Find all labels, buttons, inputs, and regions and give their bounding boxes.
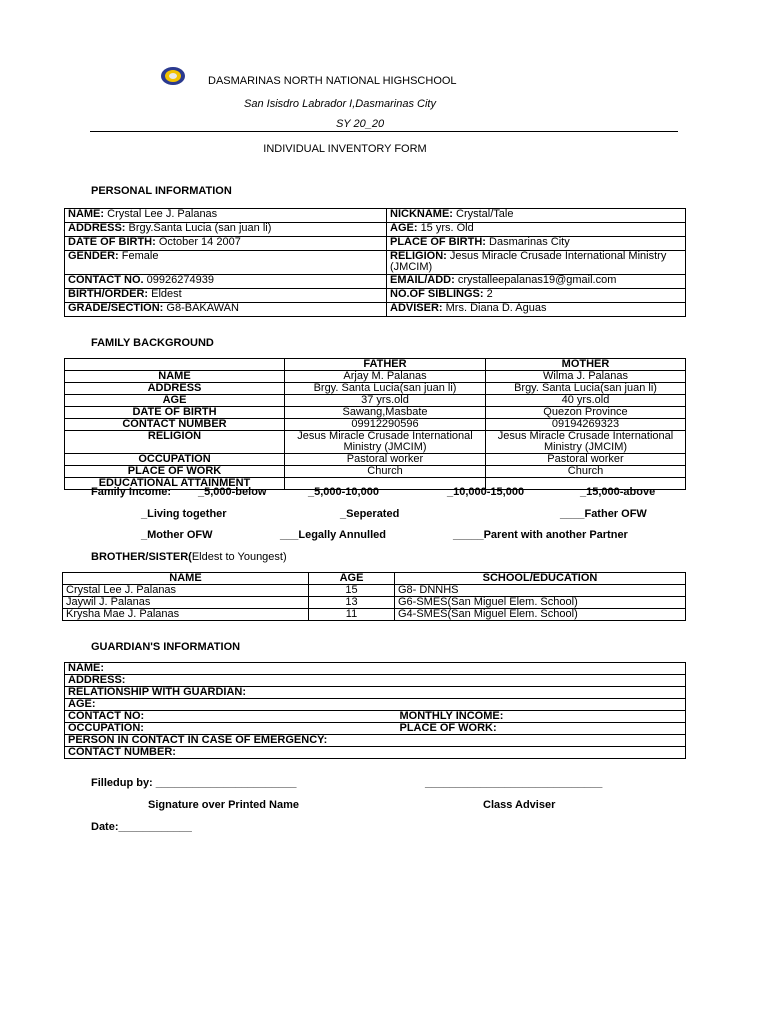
father-cell: 09912290596 [285, 419, 486, 431]
table-row [65, 663, 686, 675]
gender-label: GENDER: [68, 250, 119, 262]
table-row [65, 419, 686, 431]
mother-cell: 40 yrs.old [486, 395, 686, 407]
status-option: _____Parent with another Partner [453, 529, 628, 541]
adviser-signature-line: _____________________________ [425, 777, 603, 789]
income-option: _5,000-below [198, 486, 267, 498]
guardian-contact-label: CONTACT NO: [65, 711, 397, 723]
date-field: Date:____________ [91, 821, 192, 833]
table-row [65, 303, 686, 317]
row-label: AGE [65, 395, 285, 407]
father-cell: Sawang,Masbate [285, 407, 486, 419]
family-table [64, 358, 686, 490]
guardian-address-label: ADDRESS: [65, 675, 686, 687]
guardian-age-label: AGE: [65, 699, 686, 711]
guardian-heading: GUARDIAN'S INFORMATION [91, 641, 241, 653]
sib-school: G4-SMES(San Miguel Elem. School) [395, 609, 686, 621]
table-row [63, 609, 686, 621]
father-col-header: FATHER [285, 359, 486, 371]
row-label: EDUCATIONAL ATTAINMENT [65, 478, 285, 490]
row-label: RELIGION [65, 431, 285, 454]
status-option: _Seperated [340, 508, 400, 520]
sib-col-name: NAME [63, 573, 309, 585]
row-label: ADDRESS [65, 383, 285, 395]
siblings-heading [91, 551, 287, 563]
status-option: ____Father OFW [560, 508, 647, 520]
mother-cell: Pastoral worker [486, 454, 686, 466]
personal-table [64, 208, 686, 317]
table-row [65, 395, 686, 407]
family-heading: FAMILY BACKGROUND [91, 337, 214, 349]
table-row [65, 209, 686, 223]
sib-name: Crystal Lee J. Palanas [63, 585, 309, 597]
table-row [63, 585, 686, 597]
table-row [65, 237, 686, 251]
gender-value: Female [121, 250, 159, 262]
name-label: NAME: [68, 208, 105, 220]
adviser-value: Mrs. Diana D. Aguas [445, 302, 547, 314]
sib-school: G6-SMES(San Miguel Elem. School) [395, 597, 686, 609]
father-cell: Church [285, 466, 486, 478]
father-cell: Arjay M. Palanas [285, 371, 486, 383]
siblings-label: NO.OF SIBLINGS: [390, 288, 484, 300]
row-label: PLACE OF WORK [65, 466, 285, 478]
filled-up-by: Filledup by: _______________________ [91, 777, 297, 789]
school-logo-icon [160, 66, 186, 86]
mother-cell: Brgy. Santa Lucia(san juan li) [486, 383, 686, 395]
table-row [63, 573, 686, 585]
personal-heading: PERSONAL INFORMATION [91, 185, 232, 197]
header-rule [90, 131, 678, 132]
income-option: _10,000-15,000 [447, 486, 525, 498]
father-cell: 37 yrs.old [285, 395, 486, 407]
email-value: crystalleepalanas19@gmail.com [457, 274, 617, 286]
age-value: 15 yrs. Old [420, 222, 474, 234]
grade-label: GRADE/SECTION: [68, 302, 164, 314]
grade-value: G8-BAKAWAN [166, 302, 239, 314]
signature-caption: Signature over Printed Name [148, 799, 299, 811]
table-row [65, 289, 686, 303]
row-label: NAME [65, 371, 285, 383]
table-row [65, 711, 686, 723]
address-value: Brgy.Santa Lucia (san juan li) [128, 222, 272, 234]
siblings-table [62, 572, 686, 621]
guardian-contact-number-label: CONTACT NUMBER: [65, 747, 686, 759]
table-row [65, 466, 686, 478]
table-row [65, 747, 686, 759]
sib-col-school: SCHOOL/EDUCATION [395, 573, 686, 585]
birth-order-value: Eldest [151, 288, 182, 300]
mother-col-header: MOTHER [486, 359, 686, 371]
school-name: DASMARINAS NORTH NATIONAL HIGHSCHOOL [208, 75, 457, 87]
contact-label: CONTACT NO. [68, 274, 144, 286]
siblings-heading-bold: BROTHER/SISTER( [91, 551, 192, 563]
sib-school: G8- DNNHS [395, 585, 686, 597]
table-row [65, 735, 686, 747]
father-cell: Pastoral worker [285, 454, 486, 466]
school-address: San Isisdro Labrador I,Dasmarinas City [244, 98, 436, 110]
income-option: _15,000-above [580, 486, 656, 498]
table-row [65, 723, 686, 735]
address-label: ADDRESS: [68, 222, 126, 234]
table-row [65, 687, 686, 699]
row-label: CONTACT NUMBER [65, 419, 285, 431]
guardian-relationship-label: RELATIONSHIP WITH GUARDIAN: [65, 687, 686, 699]
nickname-value: Crystal/Tale [456, 208, 514, 220]
family-income-label: Family Income: [91, 486, 172, 498]
father-cell: Jesus Miracle Crusade International Ministry (JMCIM) [285, 431, 486, 454]
sib-name: Krysha Mae J. Palanas [63, 609, 309, 621]
guardian-income-label: MONTHLY INCOME: [397, 711, 686, 723]
table-row [65, 407, 686, 419]
religion-value: Jesus Miracle Crusade International Ministry (JMCIM) [390, 250, 667, 273]
siblings-value: 2 [486, 288, 493, 300]
guardian-name-label: NAME: [65, 663, 686, 675]
sib-col-age: AGE [309, 573, 395, 585]
siblings-heading-rest: Eldest to Youngest) [191, 551, 287, 563]
sib-age: 13 [309, 597, 395, 609]
row-label: OCCUPATION [65, 454, 285, 466]
status-option: ___Legally Annulled [280, 529, 386, 541]
status-option: _Mother OFW [141, 529, 213, 541]
class-adviser-caption: Class Adviser [483, 799, 556, 811]
mother-cell: Quezon Province [486, 407, 686, 419]
mother-cell: 09194269323 [486, 419, 686, 431]
nickname-label: NICKNAME: [390, 208, 453, 220]
dob-label: DATE OF BIRTH: [68, 236, 156, 248]
pob-value: Dasmarinas City [489, 236, 570, 248]
mother-cell: Church [486, 466, 686, 478]
table-row [65, 359, 686, 371]
mother-cell: Wilma J. Palanas [486, 371, 686, 383]
dob-value: October 14 2007 [158, 236, 241, 248]
name-value: Crystal Lee J. Palanas [107, 208, 218, 220]
guardian-emergency-label: PERSON IN CONTACT IN CASE OF EMERGENCY: [65, 735, 686, 747]
pob-label: PLACE OF BIRTH: [390, 236, 486, 248]
sib-name: Jaywil J. Palanas [63, 597, 309, 609]
contact-value: 09926274939 [146, 274, 214, 286]
sib-age: 11 [309, 609, 395, 621]
form-title: INDIVIDUAL INVENTORY FORM [263, 143, 427, 155]
email-label: EMAIL/ADD: [390, 274, 455, 286]
school-year: SY 20_20 [335, 118, 385, 130]
table-row [65, 223, 686, 237]
age-label: AGE: [390, 222, 418, 234]
table-row [63, 597, 686, 609]
father-cell: Brgy. Santa Lucia(san juan li) [285, 383, 486, 395]
table-row [65, 431, 686, 454]
guardian-table [64, 662, 686, 759]
row-label: DATE OF BIRTH [65, 407, 285, 419]
income-option: _5,000-10,000 [308, 486, 379, 498]
adviser-label: ADVISER: [390, 302, 443, 314]
table-row [65, 371, 686, 383]
guardian-work-label: PLACE OF WORK: [397, 723, 686, 735]
guardian-occupation-label: OCCUPATION: [65, 723, 397, 735]
table-row [65, 675, 686, 687]
table-row [65, 699, 686, 711]
sib-age: 15 [309, 585, 395, 597]
birth-order-label: BIRTH/ORDER: [68, 288, 149, 300]
status-option: _Living together [141, 508, 227, 520]
table-row [65, 454, 686, 466]
table-row [65, 251, 686, 275]
mother-cell: Jesus Miracle Crusade International Ministry (JMCIM) [486, 431, 686, 454]
table-row [65, 383, 686, 395]
table-row [65, 275, 686, 289]
religion-label: RELIGION: [390, 250, 447, 262]
